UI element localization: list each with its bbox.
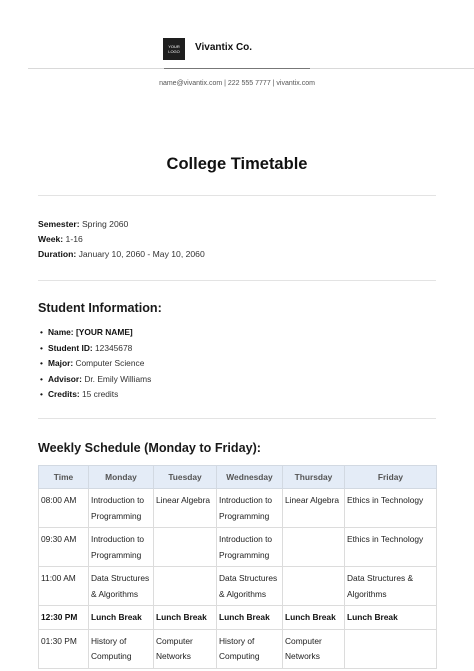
column-header: Thursday <box>283 466 345 489</box>
class-cell: Introduction to Programming <box>217 528 283 567</box>
table-row <box>39 567 437 606</box>
class-cell: Introduction to Programming <box>89 489 154 528</box>
class-cell: Computer Networks <box>283 629 345 668</box>
class-cell: Ethics in Technology <box>345 528 437 567</box>
class-cell <box>283 567 345 606</box>
time-cell: 12:30 PM <box>39 606 89 630</box>
bullet-icon: • <box>40 358 43 369</box>
column-header: Monday <box>89 466 154 489</box>
meta-divider <box>38 280 436 281</box>
company-logo <box>163 38 185 60</box>
student-info-item <box>40 372 151 388</box>
student-info-value: Computer Science <box>75 358 145 369</box>
week-line <box>38 234 83 244</box>
class-cell: Lunch Break <box>217 606 283 630</box>
time-cell: 01:30 PM <box>39 629 89 668</box>
class-cell: Linear Algebra <box>283 489 345 528</box>
duration-value: January 10, 2060 - May 10, 2060 <box>78 249 205 259</box>
company-name: Vivantix Co. <box>195 42 253 53</box>
student-info-label: Credits: <box>48 389 80 400</box>
bullet-icon: • <box>40 389 43 400</box>
student-info-label: Major: <box>48 358 74 369</box>
class-cell: Data Structures & Algorithms <box>345 567 437 606</box>
student-info-item <box>40 356 151 372</box>
schedule-body <box>39 489 437 669</box>
logo-text-line1: YOUR <box>168 44 180 49</box>
semester-label: Semester: <box>38 219 80 229</box>
column-header: Friday <box>345 466 437 489</box>
schedule-table <box>38 465 437 669</box>
bullet-icon: • <box>40 373 43 384</box>
schedule-heading: Weekly Schedule (Monday to Friday): <box>38 441 261 455</box>
class-cell: History of Computing <box>217 629 283 668</box>
student-info-label: Student ID: <box>48 342 93 353</box>
class-cell: Computer Networks <box>154 629 217 668</box>
student-info-item <box>40 325 151 341</box>
student-info-value: Dr. Emily Williams <box>84 373 152 384</box>
student-info-value: 15 credits <box>81 389 119 400</box>
title-divider <box>38 195 436 196</box>
class-cell <box>154 567 217 606</box>
student-divider <box>38 418 436 419</box>
student-info-item <box>40 387 151 403</box>
column-header: Wednesday <box>217 466 283 489</box>
lunch-row <box>39 606 437 630</box>
class-cell: Lunch Break <box>89 606 154 630</box>
student-info-heading: Student Information: <box>38 301 162 315</box>
week-value: 1-16 <box>65 234 83 244</box>
schedule-header-row <box>39 466 437 489</box>
duration-label: Duration: <box>38 249 77 259</box>
table-row <box>39 629 437 668</box>
class-cell <box>283 528 345 567</box>
student-info-item <box>40 341 151 357</box>
page-title: College Timetable <box>166 155 308 173</box>
table-row <box>39 528 437 567</box>
student-info-value: [YOUR NAME] <box>75 327 133 337</box>
table-row <box>39 489 437 528</box>
semester-value: Spring 2060 <box>81 219 129 229</box>
class-cell: Introduction to Programming <box>89 528 154 567</box>
class-cell <box>345 629 437 668</box>
class-cell: Data Structures & Algorithms <box>217 567 283 606</box>
semester-line <box>38 219 128 229</box>
class-cell: Lunch Break <box>283 606 345 630</box>
column-header: Time <box>39 466 89 489</box>
header-divider-accent <box>164 68 310 69</box>
class-cell: Linear Algebra <box>154 489 217 528</box>
class-cell: History of Computing <box>89 629 154 668</box>
class-cell: Lunch Break <box>154 606 217 630</box>
time-cell: 11:00 AM <box>39 567 89 606</box>
student-info-label: Advisor: <box>48 373 82 384</box>
class-cell: Introduction to Programming <box>217 489 283 528</box>
bullet-icon: • <box>40 327 43 337</box>
bullet-icon: • <box>40 342 43 353</box>
week-label: Week: <box>38 234 64 244</box>
student-info-label: Name: <box>48 327 74 337</box>
time-cell: 08:00 AM <box>39 489 89 528</box>
duration-line <box>38 249 205 259</box>
column-header: Tuesday <box>154 466 217 489</box>
class-cell: Lunch Break <box>345 606 437 630</box>
student-info-list <box>40 325 151 403</box>
class-cell: Data Structures & Algorithms <box>89 567 154 606</box>
contact-info: name@vivantix.com | 222 555 7777 | vivantix.com <box>159 80 315 87</box>
logo-text-line2: LOGO <box>168 49 180 54</box>
student-info-value: 12345678 <box>95 342 133 353</box>
class-cell <box>154 528 217 567</box>
class-cell: Ethics in Technology <box>345 489 437 528</box>
time-cell: 09:30 AM <box>39 528 89 567</box>
